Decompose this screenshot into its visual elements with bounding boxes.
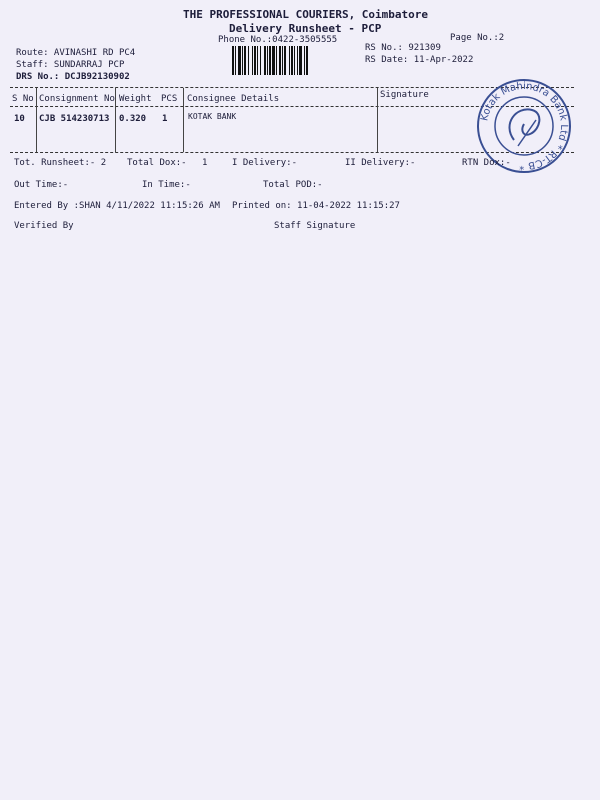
svg-text:Kotak Mahindra Bank Ltd * RT-C: Kotak Mahindra Bank Ltd * RT-CB * — [479, 80, 570, 172]
col-header-weight: Weight — [119, 94, 152, 104]
total-dox-label: Total Dox:- — [127, 158, 187, 168]
route-label: Route: AVINASHI RD PC4 — [16, 48, 136, 58]
rs-number: RS No.: 921309 — [365, 43, 441, 53]
cell-sno: 10 — [14, 114, 25, 124]
rtn-dox-label: RTN Dox:- — [462, 158, 511, 168]
total-pod-label: Total POD:- — [263, 180, 323, 190]
entered-by: Entered By :SHAN 4/11/2022 11:15:26 AM — [14, 201, 220, 211]
col-header-consignment: Consignment No — [39, 94, 115, 104]
rs-date: RS Date: 11-Apr-2022 — [365, 55, 474, 65]
col-header-pcs: PCS — [161, 94, 178, 104]
total-dox-value: 1 — [202, 158, 208, 168]
cell-weight: 0.320 — [119, 114, 147, 124]
company-title: THE PROFESSIONAL COURIERS, Coimbatore — [183, 8, 429, 21]
page-number: Page No.:2 — [450, 33, 505, 43]
phone-number: Phone No.:0422-3505555 — [218, 35, 338, 45]
in-time-label: In Time:- — [142, 180, 191, 190]
col-header-sno: S No — [12, 94, 34, 104]
cell-consignment: CJB 514230713 — [39, 114, 110, 124]
cell-consignee: KOTAK BANK — [188, 112, 237, 121]
ii-delivery-label: II Delivery:- — [345, 158, 416, 168]
total-runsheet: Tot. Runsheet:- 2 — [14, 158, 107, 168]
printed-on: Printed on: 11-04-2022 11:15:27 — [232, 201, 400, 211]
i-delivery-label: I Delivery:- — [232, 158, 298, 168]
column-divider — [115, 88, 116, 152]
staff-signature: Staff Signature — [274, 221, 356, 231]
column-divider — [36, 88, 37, 152]
runsheet-subtitle: Delivery Runsheet - PCP — [229, 22, 382, 35]
barcode — [232, 46, 358, 75]
drs-number: DRS No.: DCJB92130902 — [16, 72, 130, 82]
cell-pcs: 1 — [162, 114, 168, 124]
column-divider — [377, 88, 378, 152]
col-header-signature: Signature — [380, 90, 429, 100]
column-divider — [183, 88, 184, 152]
col-header-consignee: Consignee Details — [187, 94, 280, 104]
out-time-label: Out Time:- — [14, 180, 69, 190]
verified-by: Verified By — [14, 221, 74, 231]
staff-label: Staff: SUNDARRAJ PCP — [16, 60, 125, 70]
